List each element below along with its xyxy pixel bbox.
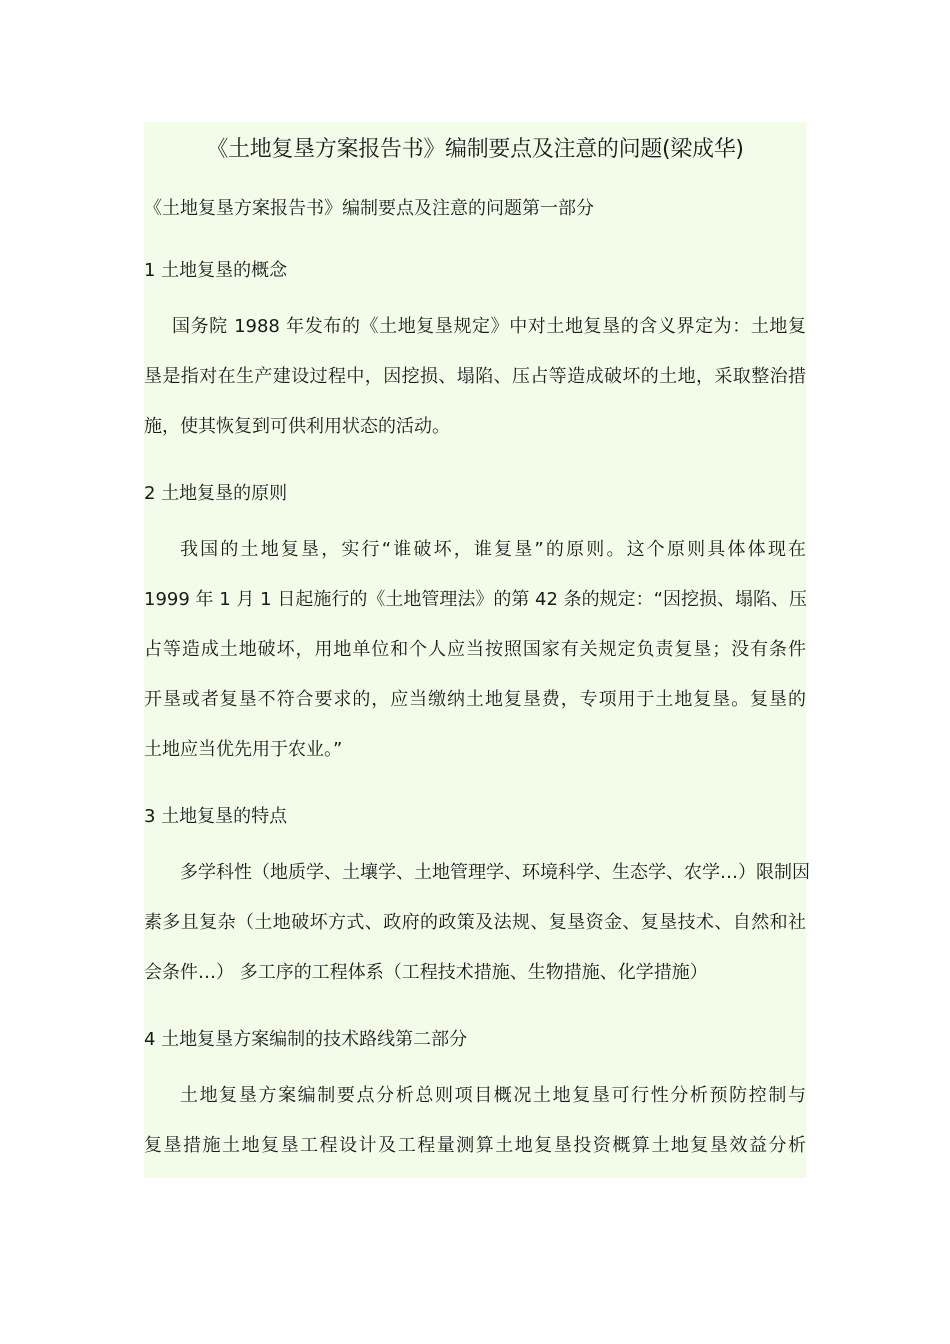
document-subtitle: 《土地复垦方案报告书》编制要点及注意的问题第一部分: [144, 198, 594, 219]
section-heading: 1 土地复垦的概念: [144, 260, 288, 281]
body-line: 土地复垦方案编制要点分析总则项目概况土地复垦可行性分析预防控制与: [180, 1085, 806, 1106]
section-concept: [144, 240, 806, 452]
section-features: [144, 786, 810, 998]
document-title: 《土地复垦方案报告书》编制要点及注意的问题(梁成华): [206, 137, 744, 162]
body-line: 垦是指对在生产建设过程中，因挖损、塌陷、压占等造成破坏的土地，采取整治措: [144, 366, 806, 387]
section-body: [144, 525, 806, 775]
body-line: 占等造成土地破坏，用地单位和个人应当按照国家有关规定负责复垦；没有条件: [144, 639, 806, 660]
section-heading: 4 土地复垦方案编制的技术路线第二部分: [144, 1029, 468, 1050]
section-heading: 2 土地复垦的原则: [144, 483, 288, 504]
body-line: 多学科性（地质学、土壤学、土地管理学、环境科学、生态学、农学…）限制因: [180, 862, 810, 883]
body-line: 土地应当优先用于农业。”: [144, 739, 343, 760]
body-line: 国务院 1988 年发布的《土地复垦规定》中对土地复垦的含义界定为：土地复: [172, 316, 806, 337]
body-line: 会条件…） 多工序的工程体系（工程技术措施、生物措施、化学措施）: [144, 962, 708, 983]
body-line: 我国的土地复垦，实行“谁破坏，谁复垦”的原则。这个原则具体体现在: [180, 539, 806, 560]
body-line: 1999 年 1 月 1 日起施行的《土地管理法》的第 42 条的规定：“因挖损、塌陷、压: [144, 589, 807, 610]
section-body: [144, 1071, 806, 1171]
document-page: [144, 122, 810, 1178]
section-principle: [144, 463, 806, 775]
body-line: 复垦措施土地复垦工程设计及工程量测算土地复垦投资概算土地复垦效益分析: [144, 1135, 806, 1156]
body-line: 施，使其恢复到可供利用状态的活动。: [144, 416, 450, 437]
section-body: [144, 848, 810, 998]
section-body: [144, 302, 806, 452]
body-line: 素多且复杂（土地破坏方式、政府的政策及法规、复垦资金、复垦技术、自然和社: [144, 912, 806, 933]
body-line: 开垦或者复垦不符合要求的，应当缴纳土地复垦费，专项用于土地复垦。复垦的: [144, 689, 806, 710]
section-heading: 3 土地复垦的特点: [144, 806, 288, 827]
section-technical-route: [144, 1009, 806, 1171]
